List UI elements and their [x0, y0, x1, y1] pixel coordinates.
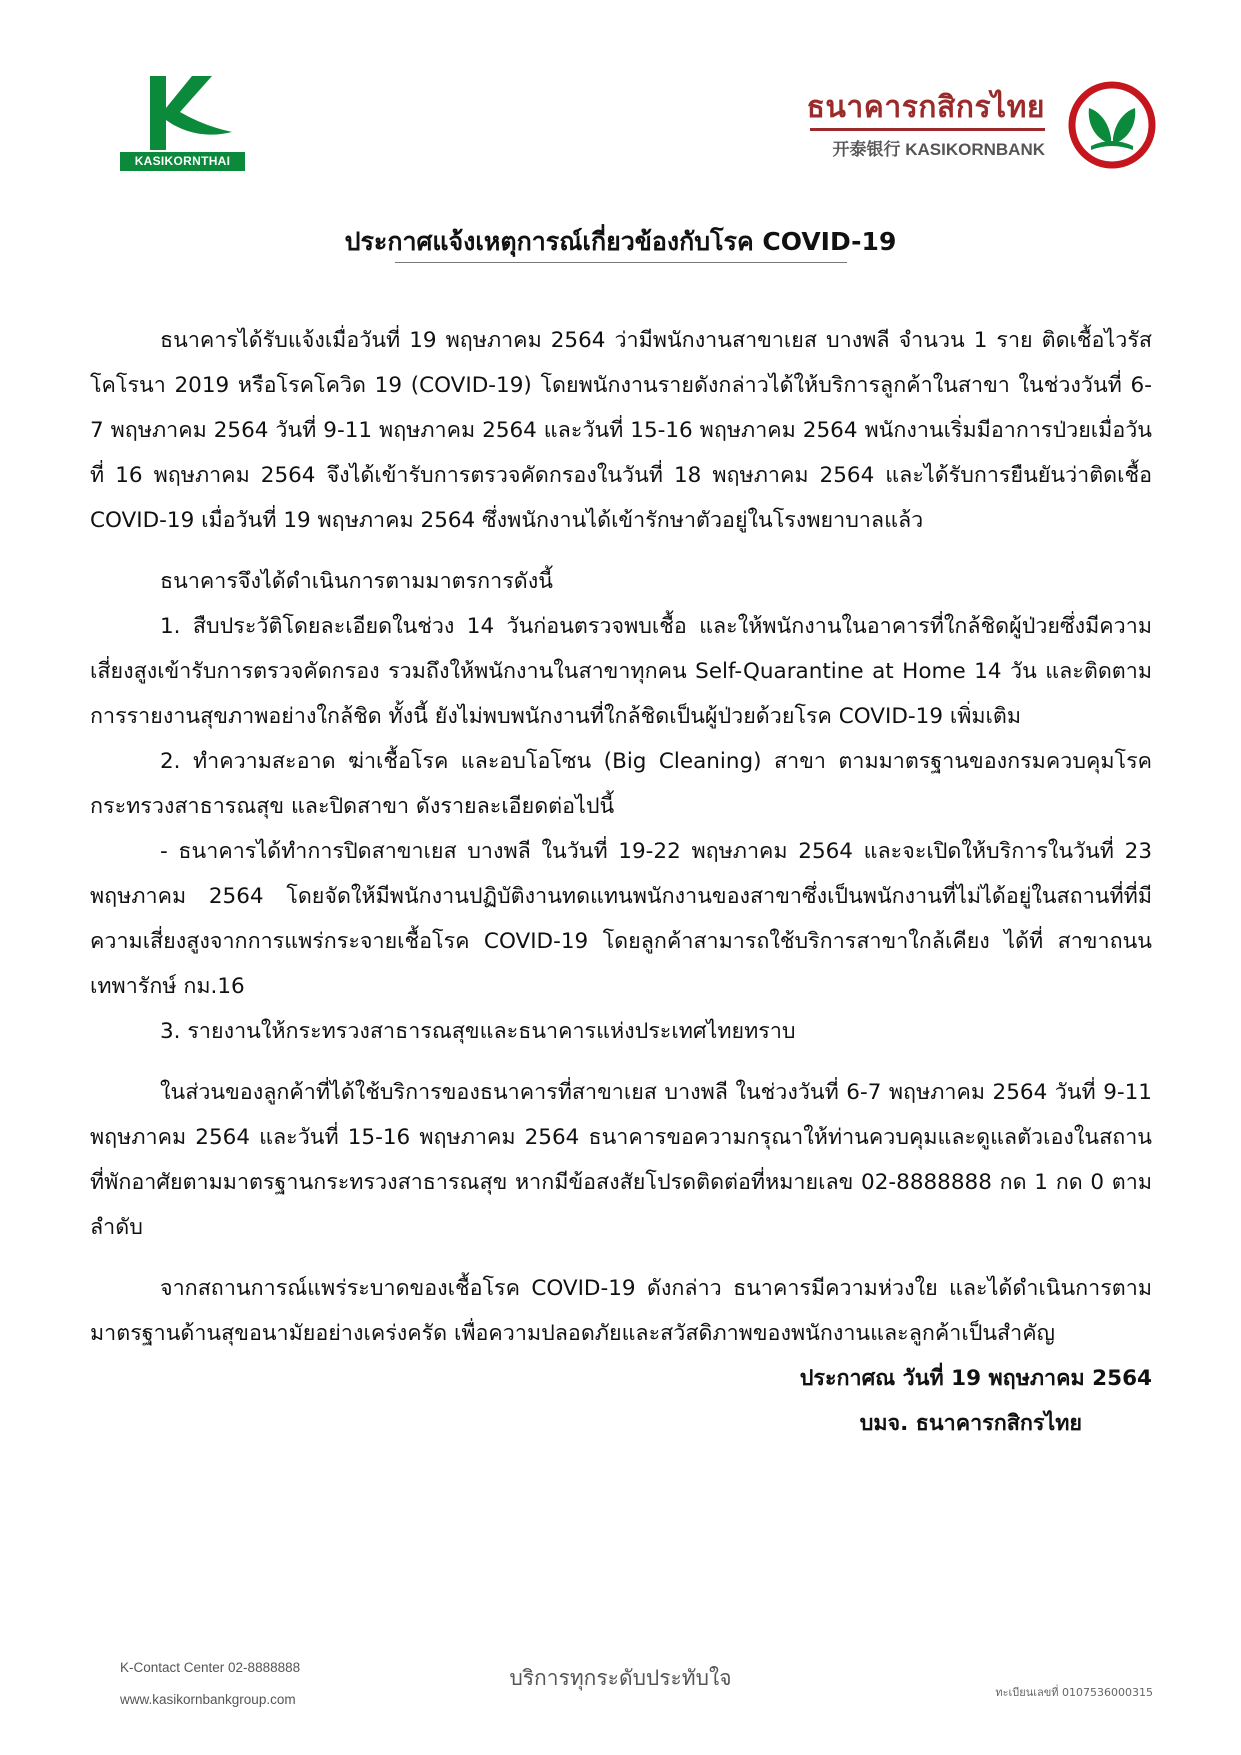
bank-name-english: 开泰银行 KASIKORNBANK — [832, 140, 1045, 159]
paragraph-incident: ธนาคารได้รับแจ้งเมื่อวันที่ 19 พฤษภาคม 2564 ว่ามีพนักงานสาขาเยส บางพลี จำนวน 1 ราย ติดเชื้อไวรัสโคโรนา 2019 หรือโรคโควิด 19 (COVID-19) โดยพนักงานรายดังกล่าวได้ให้บริการลูกค้าในสาขา ในช่วงวันที่ 6-7 พฤษภาคม 2564 วันที่ 9-11 พฤษภาคม 2564 และวันที่ 15-16 พฤษภาคม 2564 พนักงานเริ่มมีอาการป่วยเมื่อวันที่ 16 พฤษภาคม 2564 จึงได้เข้ารับการตรวจคัดกรองในวันที่ 18 พฤษภาคม 2564 และได้รับการยืนยันว่าติดเชื้อ COVID-19 เมื่อวันที่ 19 พฤษภาคม 2564 ซึ่งพนักงานได้เข้ารักษาตัวอยู่ในโรงพยาบาลแล้ว — [90, 328, 1152, 533]
paragraph-customers: ในส่วนของลูกค้าที่ได้ใช้บริการของธนาคารที่สาขาเยส บางพลี ในช่วงวันที่ 6-7 พฤษภาคม 2564 วันที่ 9-11 พฤษภาคม 2564 และวันที่ 15-16 พฤษภาคม 2564 ธนาคารขอความกรุณาให้ท่านควบคุมและดูแลตัวเองในสถานที่พักอาศัยตามมาตรฐานกระทรวงสาธารณสุข หากมีข้อสงสัยโปรดติดต่อที่หมายเลข 02-8888888 กด 1 กด 0 ตามลำดับ — [90, 1080, 1152, 1240]
footer-slogan: บริการทุกระดับประทับใจ — [509, 1666, 732, 1690]
bank-name-thai: ธนาคารกสิกรไทย — [806, 90, 1045, 125]
signature-date: ประกาศณ วันที่ 19 พฤษภาคม 2564 — [799, 1366, 1152, 1391]
kasikornthai-wordmark: KASIKORNTHAI — [120, 152, 245, 171]
k-logo-icon — [120, 74, 245, 152]
announcement-body — [90, 318, 1152, 1446]
footer-website: www.kasikornbankgroup.com — [120, 1692, 296, 1707]
footer-registration: ทะเบียนเลขที่ 0107536000315 — [995, 1686, 1153, 1699]
rice-leaf-seal-icon — [1067, 80, 1157, 170]
measure-3: 3. รายงานให้กระทรวงสาธารณสุขและธนาคารแห่งประเทศไทยทราบ — [160, 1019, 796, 1044]
measure-2-detail: - ธนาคารได้ทำการปิดสาขาเยส บางพลี ในวันที่ 19-22 พฤษภาคม 2564 และจะเปิดให้บริการในวันที่ 23 พฤษภาคม 2564 โดยจัดให้มีพนักงานปฏิบัติงานทดแทนพนักงานของสาขาซึ่งเป็นพนักงานที่ไม่ได้อยู่ในสถานที่ที่มีความเสี่ยงสูงจากการแพร่กระจายเชื้อโรค COVID-19 โดยลูกค้าสามารถใช้บริการสาขาใกล้เคียง ได้ที่ สาขาถนนเทพารักษ์ กม.16 — [90, 839, 1152, 999]
paragraph-measures-intro: ธนาคารจึงได้ดำเนินการตามมาตรการดังนี้ — [160, 569, 553, 594]
measure-2: 2. ทำความสะอาด ฆ่าเชื้อโรค และอบโอโซน (Big Cleaning) สาขา ตามมาตรฐานของกรมควบคุมโรค กระทรวงสาธารณสุข และปิดสาขา ดังรายละเอียดต่อไปนี้ — [90, 749, 1152, 819]
kasikornbank-logo — [797, 80, 1157, 170]
announcement-title: ประกาศแจ้งเหตุการณ์เกี่ยวข้องกับโรค COVID-19 — [344, 227, 897, 256]
title-underline — [395, 262, 847, 263]
logo-divider — [810, 128, 1045, 131]
footer-contact-center: K-Contact Center 02-8888888 — [120, 1660, 301, 1675]
measure-1: 1. สืบประวัติโดยละเอียดในช่วง 14 วันก่อนตรวจพบเชื้อ และให้พนักงานในอาคารที่ใกล้ชิดผู้ป่วยซึ่งมีความเสี่ยงสูงเข้ารับการตรวจคัดกรอง รวมถึงให้พนักงานในสาขาทุกคน Self-Quarantine at Home 14 วัน และติดตามการรายงานสุขภาพอย่างใกล้ชิด ทั้งนี้ ยังไม่พบพนักงานที่ใกล้ชิดเป็นผู้ป่วยด้วยโรค COVID-19 เพิ่มเติม — [90, 614, 1152, 729]
paragraph-closing: จากสถานการณ์แพร่ระบาดของเชื้อโรค COVID-19 ดังกล่าว ธนาคารมีความห่วงใย และได้ดำเนินการตามมาตรฐานด้านสุขอนามัยอย่างเคร่งครัด เพื่อความปลอดภัยและสวัสดิภาพของพนักงานและลูกค้าเป็นสำคัญ — [90, 1276, 1152, 1346]
signature-organization: บมจ. ธนาคารกสิกรไทย — [859, 1411, 1082, 1436]
kasikornthai-logo — [120, 74, 245, 172]
